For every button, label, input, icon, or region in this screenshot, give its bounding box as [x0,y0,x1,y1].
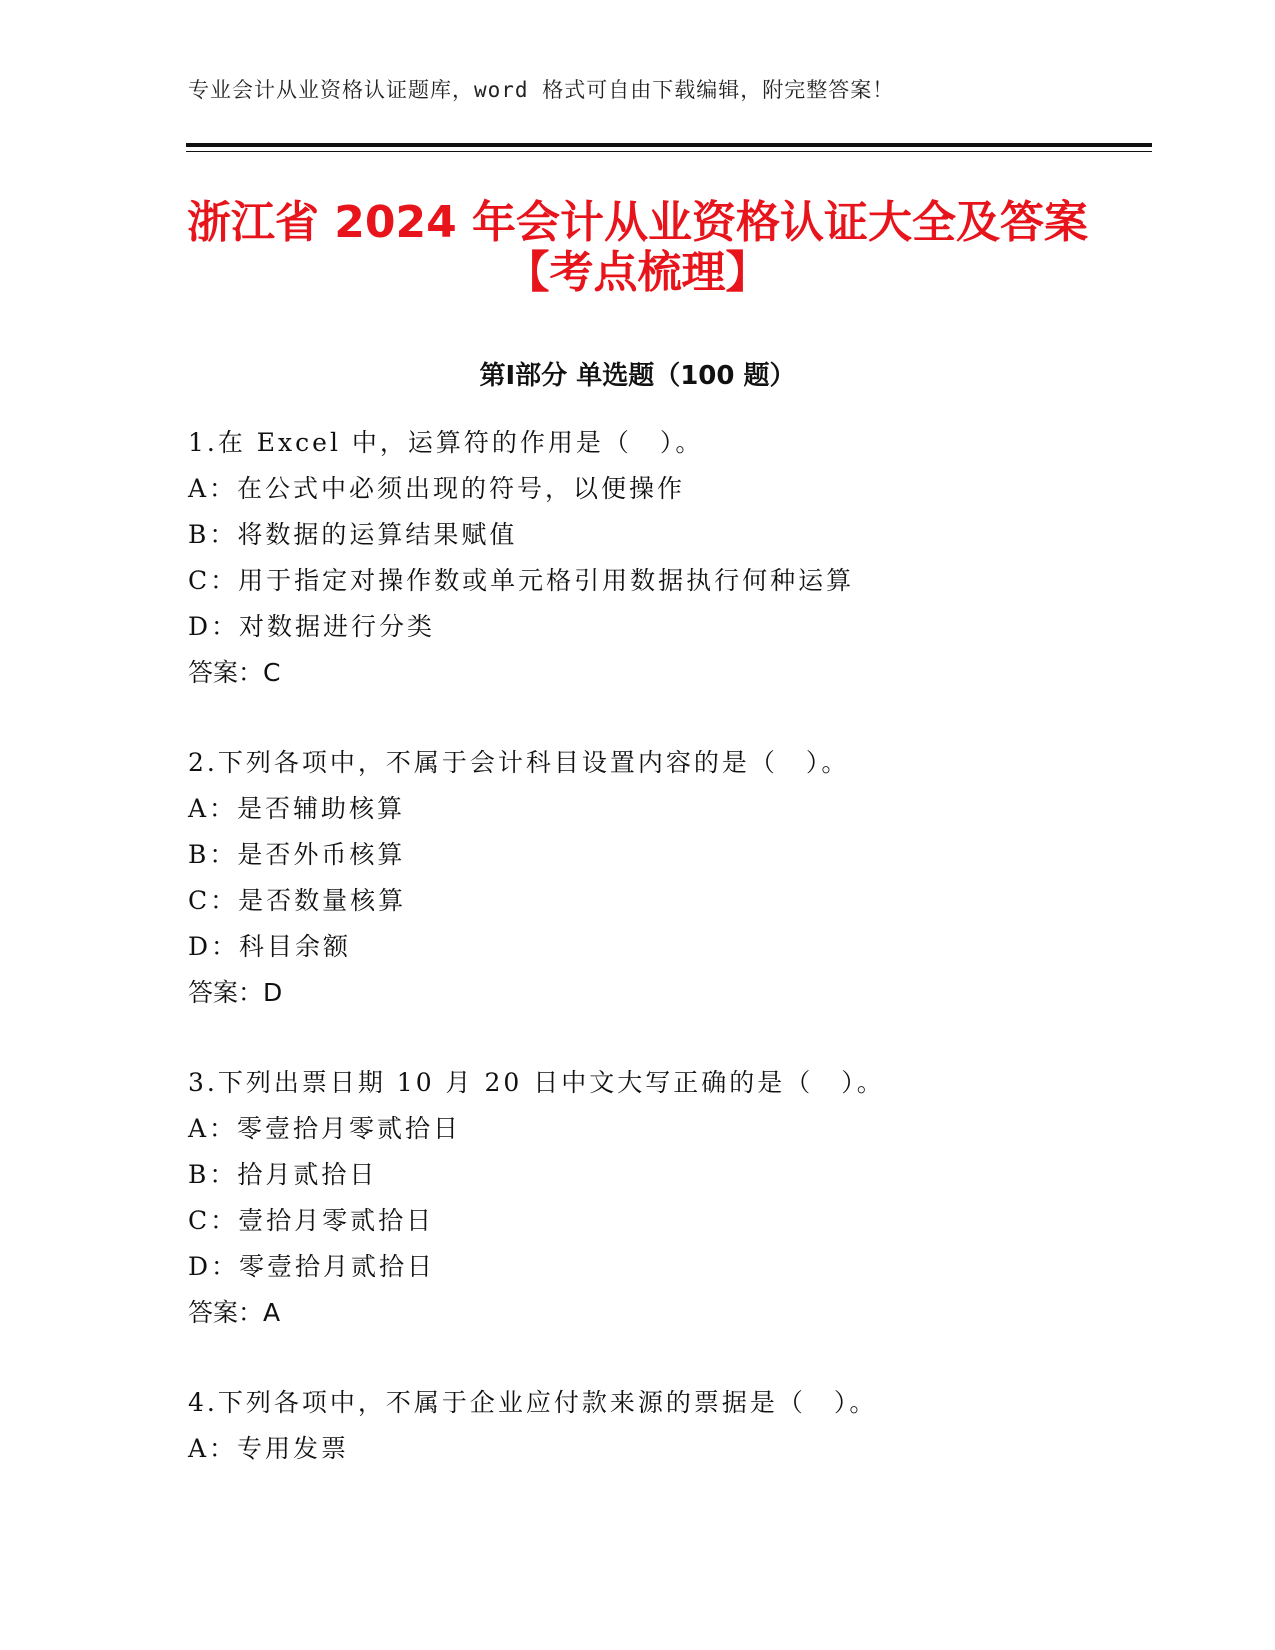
question-answer: 答案：C [188,658,281,687]
question-stem: 3.下列出票日期 10 月 20 日中文大写正确的是（ ）。 [188,1068,885,1097]
option-b: B：拾月贰拾日 [188,1160,378,1189]
question-answer: 答案：A [188,1298,281,1327]
question-1 [188,420,1148,696]
option-c: C：壹拾月零贰拾日 [188,1206,435,1235]
option-d: D：对数据进行分类 [188,612,436,641]
option-c: C：是否数量核算 [188,886,407,915]
header-rule-thin [186,151,1152,152]
document-title-line2: 【考点梳理】 [505,247,770,298]
header-rule-thick [186,143,1152,147]
option-a: A：零壹拾月零贰拾日 [188,1114,462,1143]
header-note: 专业会计从业资格认证题库，word 格式可自由下载编辑，附完整答案！ [188,78,895,102]
question-stem: 1.在 Excel 中，运算符的作用是（ ）。 [188,428,704,457]
question-3 [188,1060,1148,1336]
option-c: C：用于指定对操作数或单元格引用数据执行何种运算 [188,566,855,595]
option-b: B：将数据的运算结果赋值 [188,520,518,549]
question-stem: 4.下列各项中，不属于企业应付款来源的票据是（ ）。 [188,1388,878,1417]
question-4 [188,1380,1148,1472]
question-stem: 2.下列各项中，不属于会计科目设置内容的是（ ）。 [188,748,850,777]
option-a: A：在公式中必须出现的符号，以便操作 [188,474,686,503]
option-a: A：是否辅助核算 [188,794,406,823]
section-title: 第Ⅰ部分 单选题（100 题） [479,361,796,391]
option-d: D：零壹拾月贰拾日 [188,1252,436,1281]
question-2 [188,740,1148,1016]
question-answer: 答案：D [188,978,283,1007]
document-title-line1: 浙江省 2024 年会计从业资格认证大全及答案 [186,197,1089,248]
option-a: A：专用发票 [188,1434,350,1463]
document-title [0,198,1275,298]
option-d: D：科目余额 [188,932,352,961]
option-b: B：是否外币核算 [188,840,406,869]
